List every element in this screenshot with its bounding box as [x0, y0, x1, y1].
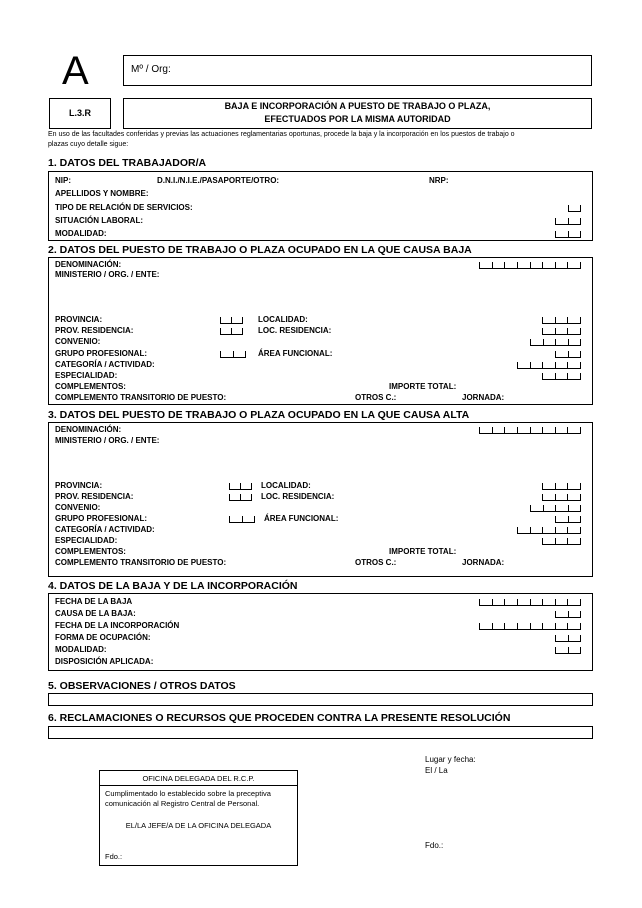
cell-divider [231, 328, 232, 334]
cell-divider [568, 218, 569, 224]
tipo-relacion-label: TIPO DE RELACIÓN DE SERVICIOS: [55, 203, 193, 212]
cell-divider [567, 623, 568, 629]
cell-divider [542, 494, 543, 500]
cell-divider [245, 351, 246, 357]
cell-divider [517, 527, 518, 533]
cell-divider [555, 516, 556, 522]
cell-divider [517, 599, 518, 605]
cell-divider [492, 262, 493, 268]
s2-convenio-cells[interactable] [530, 339, 581, 346]
intro-text-line1: En uso de las facultades conferidas y previas las actuaciones reglamentarias oportunas, procede la baja y la incorporación en los puestos de trabajo o [48, 131, 515, 138]
s2-transitorio-label: COMPLEMENTO TRANSITORIO DE PUESTO: [55, 393, 227, 402]
cell-divider [517, 427, 518, 433]
cell-divider [229, 483, 230, 489]
cell-divider [229, 516, 230, 522]
s2-ministerio-label: MINISTERIO / ORG. / ENTE: [55, 270, 160, 279]
cell-divider [555, 317, 556, 323]
form-code: L.3.R [68, 108, 91, 118]
s2-denominacion-label: DENOMINACIÓN: [55, 260, 122, 269]
cell-divider [568, 516, 569, 522]
s3-categoria-cells[interactable] [517, 527, 581, 534]
cell-divider [530, 427, 531, 433]
cell-divider [580, 599, 581, 605]
tipo-relacion-cells[interactable] [568, 205, 581, 212]
cell-divider [580, 339, 581, 345]
cell-divider [542, 527, 543, 533]
dni-label: D.N.I./N.I.E./PASAPORTE/OTRO: [157, 176, 280, 185]
cell-divider [580, 527, 581, 533]
cell-divider [567, 494, 568, 500]
cell-divider [542, 373, 543, 379]
cell-divider [580, 505, 581, 511]
s3-loc-residencia-label: LOC. RESIDENCIA: [261, 492, 335, 501]
cell-divider [555, 351, 556, 357]
cell-divider [517, 262, 518, 268]
s2-convenio-label: CONVENIO: [55, 337, 101, 346]
cell-divider [555, 362, 556, 368]
cell-divider [555, 339, 556, 345]
cell-divider [542, 538, 543, 544]
cell-divider [240, 483, 241, 489]
fecha-incorporacion-label: FECHA DE LA INCORPORACIÓN [55, 621, 180, 630]
causa-baja-cells[interactable] [555, 611, 581, 618]
cell-divider [567, 527, 568, 533]
cell-divider [220, 351, 221, 357]
form-letter: A [62, 49, 89, 93]
cell-divider [504, 599, 505, 605]
cell-divider [492, 623, 493, 629]
cell-divider [504, 623, 505, 629]
s3-denominacion-label: DENOMINACIÓN: [55, 425, 122, 434]
cell-divider [580, 262, 581, 268]
cell-divider [530, 599, 531, 605]
section-2-title: 2. DATOS DEL PUESTO DE TRABAJO O PLAZA OCUPADO EN LA QUE CAUSA BAJA [48, 244, 472, 256]
cell-divider [530, 527, 531, 533]
s3-categoria-label: CATEGORÍA / ACTIVIDAD: [55, 525, 155, 534]
cell-divider [555, 373, 556, 379]
cell-divider [504, 262, 505, 268]
s3-importe-label: IMPORTE TOTAL: [389, 547, 457, 556]
cell-divider [580, 427, 581, 433]
s2-localidad-cells[interactable] [542, 317, 581, 324]
s2-loc-residencia-label: LOC. RESIDENCIA: [258, 326, 332, 335]
cell-divider [504, 427, 505, 433]
section-6-title: 6. RECLAMACIONES O RECURSOS QUE PROCEDEN CONTRA LA PRESENTE RESOLUCIÓN [48, 712, 511, 724]
cell-divider [555, 427, 556, 433]
s2-importe-label: IMPORTE TOTAL: [389, 382, 457, 391]
s3-ministerio-label: MINISTERIO / ORG. / ENTE: [55, 436, 160, 445]
cell-divider [555, 505, 556, 511]
cell-divider [530, 505, 531, 511]
section-1-title: 1. DATOS DEL TRABAJADOR/A [48, 157, 207, 169]
s3-transitorio-label: COMPLEMENTO TRANSITORIO DE PUESTO: [55, 558, 227, 567]
cell-divider [220, 328, 221, 334]
s2-prov-residencia-cells[interactable] [220, 328, 243, 335]
cell-divider [555, 328, 556, 334]
cell-divider [567, 373, 568, 379]
modalidad-cells[interactable] [555, 231, 581, 238]
modalidad-label: MODALIDAD: [55, 229, 107, 238]
cell-divider [555, 538, 556, 544]
el-la-label: El / La [425, 766, 448, 775]
fecha-baja-cells[interactable] [479, 599, 581, 606]
intro-text-line2: plazas cuyo detalle sigue: [48, 141, 129, 148]
s3-otros-label: OTROS C.: [355, 558, 397, 567]
cell-divider [543, 505, 544, 511]
cell-divider [479, 623, 480, 629]
cell-divider [242, 328, 243, 334]
nrp-label: NRP: [429, 176, 449, 185]
reclamaciones-field[interactable] [48, 726, 593, 739]
cell-divider [555, 483, 556, 489]
s4-modalidad-label: MODALIDAD: [55, 645, 107, 654]
s2-jornada-label: JORNADA: [462, 393, 505, 402]
cell-divider [580, 483, 581, 489]
cell-divider [580, 351, 581, 357]
cell-divider [555, 647, 556, 653]
s3-jornada-label: JORNADA: [462, 558, 505, 567]
cell-divider [580, 317, 581, 323]
cell-divider [568, 231, 569, 237]
cell-divider [568, 505, 569, 511]
cell-divider [542, 427, 543, 433]
fdo-left-label: Fdo.: [105, 852, 123, 861]
section-3-title: 3. DATOS DEL PUESTO DE TRABAJO O PLAZA OCUPADO EN LA QUE CAUSA ALTA [48, 409, 470, 421]
s2-area-cells[interactable] [555, 351, 581, 358]
s3-especialidad-label: ESPECIALIDAD: [55, 536, 118, 545]
cell-divider [233, 351, 234, 357]
cell-divider [555, 262, 556, 268]
cell-divider [580, 635, 581, 641]
cell-divider [530, 362, 531, 368]
s3-area-cells[interactable] [555, 516, 581, 523]
cell-divider [580, 373, 581, 379]
apellidos-label: APELLIDOS Y NOMBRE: [55, 189, 149, 198]
cell-divider [580, 494, 581, 500]
s3-provincia-label: PROVINCIA: [55, 481, 103, 490]
cell-divider [220, 317, 221, 323]
cell-divider [568, 339, 569, 345]
cell-divider [580, 623, 581, 629]
cell-divider [231, 317, 232, 323]
causa-baja-label: CAUSA DE LA BAJA: [55, 609, 136, 618]
s3-convenio-cells[interactable] [530, 505, 581, 512]
s2-categoria-cells[interactable] [517, 362, 581, 369]
cell-divider [567, 262, 568, 268]
observaciones-field[interactable] [48, 693, 593, 706]
cell-divider [568, 647, 569, 653]
cell-divider [254, 516, 255, 522]
cumplimentado-line1: Cumplimentado lo establecido sobre la preceptiva [105, 789, 271, 798]
fdo-right-label: Fdo.: [425, 841, 444, 850]
s3-convenio-label: CONVENIO: [55, 503, 101, 512]
cell-divider [567, 483, 568, 489]
cell-divider [555, 635, 556, 641]
situacion-label: SITUACIÓN LABORAL: [55, 216, 143, 225]
situacion-cells[interactable] [555, 218, 581, 225]
cell-divider [568, 611, 569, 617]
s2-especialidad-label: ESPECIALIDAD: [55, 371, 118, 380]
s3-localidad-cells[interactable] [542, 483, 581, 490]
cell-divider [567, 317, 568, 323]
forma-ocupacion-cells[interactable] [555, 635, 581, 642]
cell-divider [542, 317, 543, 323]
cell-divider [517, 623, 518, 629]
cell-divider [555, 218, 556, 224]
cell-divider [530, 262, 531, 268]
cell-divider [555, 611, 556, 617]
s3-area-label: ÁREA FUNCIONAL: [264, 514, 339, 523]
fecha-incorporacion-cells[interactable] [479, 623, 581, 630]
cell-divider [567, 427, 568, 433]
cell-divider [517, 362, 518, 368]
cell-divider [479, 262, 480, 268]
forma-ocupacion-label: FORMA DE OCUPACIÓN: [55, 633, 151, 642]
cell-divider [542, 599, 543, 605]
org-label: Mº / Org: [131, 64, 171, 75]
cell-divider [242, 317, 243, 323]
cell-divider [580, 205, 581, 211]
cell-divider [580, 231, 581, 237]
cell-divider [492, 599, 493, 605]
form-title-line2: EFECTUADOS POR LA MISMA AUTORIDAD [264, 114, 451, 124]
cell-divider [580, 538, 581, 544]
cell-divider [251, 494, 252, 500]
cell-divider [555, 231, 556, 237]
s3-grupo-cells[interactable] [229, 516, 255, 523]
cell-divider [567, 538, 568, 544]
cell-divider [580, 647, 581, 653]
s3-especialidad-cells[interactable] [542, 538, 581, 545]
s3-denominacion-cells[interactable] [479, 427, 581, 434]
s3-loc-residencia-cells[interactable] [542, 494, 581, 501]
s3-prov-residencia-label: PROV. RESIDENCIA: [55, 492, 134, 501]
cell-divider [479, 427, 480, 433]
cell-divider [580, 218, 581, 224]
cell-divider [530, 623, 531, 629]
cell-divider [542, 483, 543, 489]
nip-label: NIP: [55, 176, 71, 185]
cell-divider [492, 427, 493, 433]
s2-especialidad-cells[interactable] [542, 373, 581, 380]
cell-divider [479, 599, 480, 605]
jefe-oficina-label: EL/LA JEFE/A DE LA OFICINA DELEGADA [125, 821, 272, 830]
s3-grupo-label: GRUPO PROFESIONAL: [55, 514, 148, 523]
cell-divider [567, 362, 568, 368]
cell-divider [542, 262, 543, 268]
org-field[interactable] [123, 55, 592, 86]
s2-categoria-label: CATEGORÍA / ACTIVIDAD: [55, 360, 155, 369]
cell-divider [242, 516, 243, 522]
cell-divider [542, 623, 543, 629]
cell-divider [568, 351, 569, 357]
s2-grupo-label: GRUPO PROFESIONAL: [55, 349, 148, 358]
cumplimentado-line2: comunicación al Registro Central de Personal. [105, 799, 260, 808]
s3-complementos-label: COMPLEMENTOS: [55, 547, 126, 556]
cell-divider [580, 611, 581, 617]
s3-prov-residencia-cells[interactable] [229, 494, 252, 501]
cell-divider [567, 328, 568, 334]
section-5-title: 5. OBSERVACIONES / OTROS DATOS [48, 680, 236, 692]
cell-divider [229, 494, 230, 500]
cell-divider [580, 362, 581, 368]
s2-provincia-cells[interactable] [220, 317, 243, 324]
s2-complementos-label: COMPLEMENTOS: [55, 382, 126, 391]
cell-divider [555, 623, 556, 629]
cell-divider [555, 527, 556, 533]
s2-area-label: ÁREA FUNCIONAL: [258, 349, 333, 358]
cell-divider [542, 328, 543, 334]
s2-localidad-label: LOCALIDAD: [258, 315, 308, 324]
s2-otros-label: OTROS C.: [355, 393, 397, 402]
section-4-title: 4. DATOS DE LA BAJA Y DE LA INCORPORACIÓN [48, 580, 298, 592]
cell-divider [530, 339, 531, 345]
s3-provincia-cells[interactable] [229, 483, 252, 490]
cell-divider [251, 483, 252, 489]
s2-denominacion-cells[interactable] [479, 262, 581, 269]
s4-modalidad-cells[interactable] [555, 647, 581, 654]
oficina-delegada-divider [99, 785, 298, 786]
s2-grupo-cells[interactable] [220, 351, 246, 358]
oficina-delegada-title: OFICINA DELEGADA DEL R.C.P. [142, 774, 255, 783]
fecha-baja-label: FECHA DE LA BAJA [55, 597, 133, 606]
disposicion-label: DISPOSICIÓN APLICADA: [55, 657, 154, 666]
cell-divider [543, 339, 544, 345]
cell-divider [567, 599, 568, 605]
cell-divider [580, 516, 581, 522]
form-title-line1: BAJA E INCORPORACIÓN A PUESTO DE TRABAJO O PLAZA, [224, 101, 491, 111]
cell-divider [240, 494, 241, 500]
s2-loc-residencia-cells[interactable] [542, 328, 581, 335]
cell-divider [568, 635, 569, 641]
lugar-fecha-label: Lugar y fecha: [425, 755, 476, 764]
cell-divider [555, 494, 556, 500]
s2-prov-residencia-label: PROV. RESIDENCIA: [55, 326, 134, 335]
s2-provincia-label: PROVINCIA: [55, 315, 103, 324]
s3-localidad-label: LOCALIDAD: [261, 481, 311, 490]
cell-divider [542, 362, 543, 368]
cell-divider [580, 328, 581, 334]
cell-divider [555, 599, 556, 605]
cell-divider [568, 205, 569, 211]
